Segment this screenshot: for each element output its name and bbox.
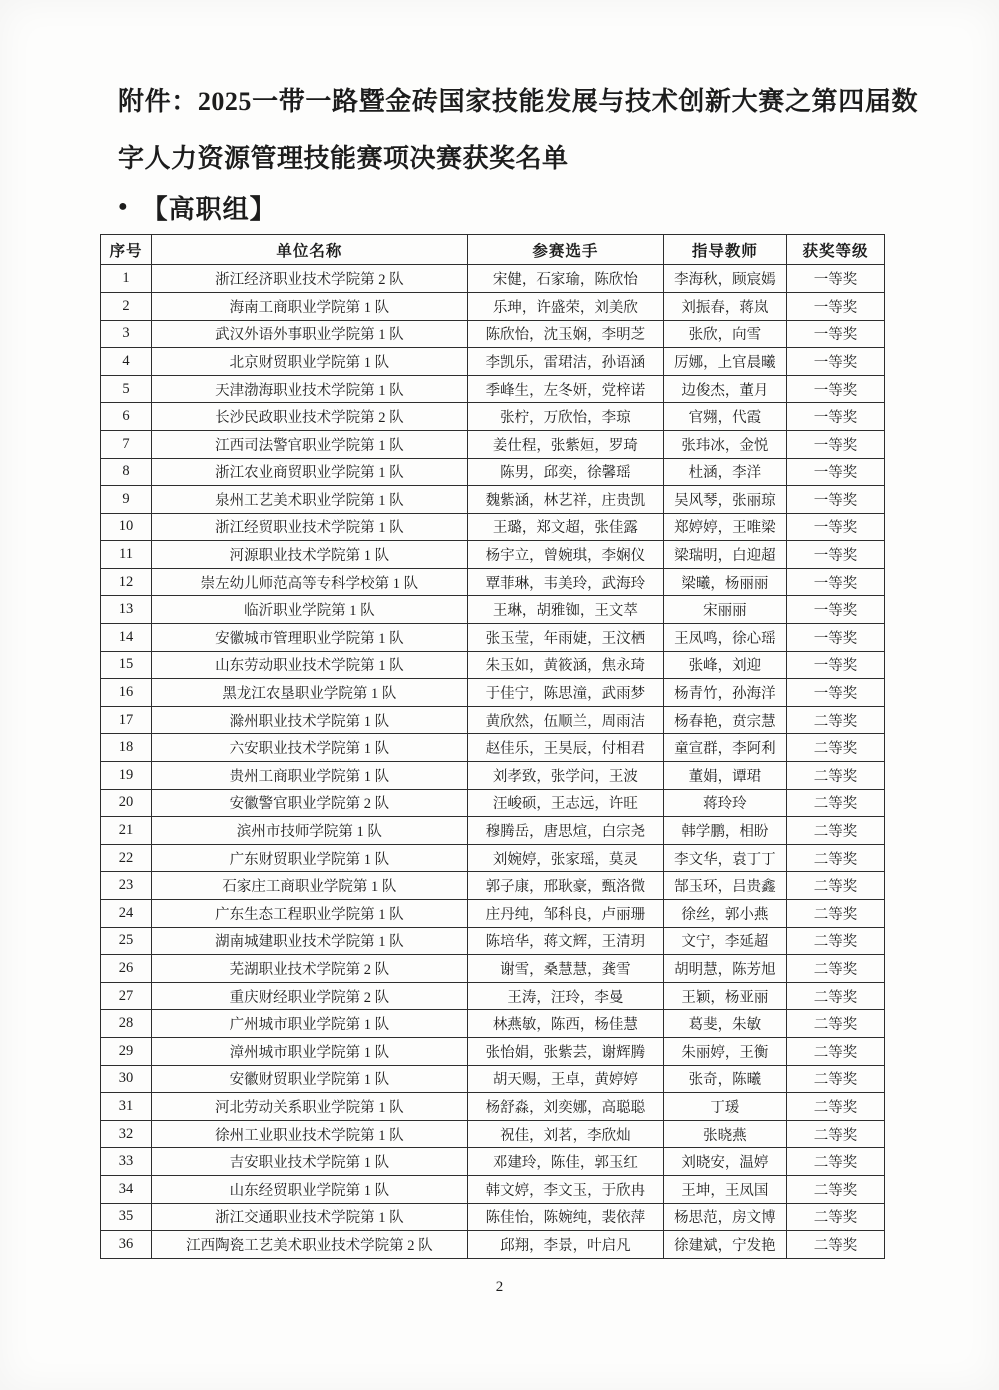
table-row (101, 679, 885, 707)
cell-teachers: 梁曦，杨丽丽 (663, 568, 786, 596)
cell-unit: 滨州市技师学院第 1 队 (151, 817, 467, 845)
cell-no: 5 (101, 375, 152, 403)
cell-teachers: 王坤，王凤国 (663, 1175, 786, 1203)
cell-award: 一等奖 (786, 375, 884, 403)
table-row (101, 1175, 885, 1203)
cell-no: 2 (101, 292, 152, 320)
table-row (101, 900, 885, 928)
cell-no: 28 (101, 1010, 152, 1038)
cell-award: 一等奖 (786, 568, 884, 596)
cell-no: 8 (101, 458, 152, 486)
cell-award: 二等奖 (786, 762, 884, 790)
table-row (101, 872, 885, 900)
cell-players: 郭子康，邢耿豪，甄洛微 (467, 872, 663, 900)
cell-teachers: 张玮冰，金悦 (663, 430, 786, 458)
cell-award: 二等奖 (786, 1120, 884, 1148)
award-table-container (100, 234, 885, 1258)
cell-unit: 浙江经贸职业技术学院第 1 队 (151, 513, 467, 541)
cell-unit: 江西陶瓷工艺美术职业技术学院第 2 队 (151, 1231, 467, 1259)
cell-award: 二等奖 (786, 1231, 884, 1259)
table-row (101, 982, 885, 1010)
cell-no: 30 (101, 1065, 152, 1093)
cell-award: 二等奖 (786, 955, 884, 983)
cell-teachers: 李文华，袁丁丁 (663, 844, 786, 872)
section-label: 【高职组】 (141, 194, 277, 224)
cell-unit: 漳州城市职业学院第 1 队 (151, 1037, 467, 1065)
table-row (101, 1203, 885, 1231)
table-row (101, 1148, 885, 1176)
cell-no: 27 (101, 982, 152, 1010)
cell-unit: 浙江交通职业技术学院第 1 队 (151, 1203, 467, 1231)
cell-no: 29 (101, 1037, 152, 1065)
cell-teachers: 杨青竹，孙海洋 (663, 679, 786, 707)
cell-players: 宋健，石家瑜，陈欣怡 (467, 265, 663, 293)
cell-award: 二等奖 (786, 1065, 884, 1093)
cell-unit: 山东经贸职业学院第 1 队 (151, 1175, 467, 1203)
bullet-icon: ● (118, 198, 128, 216)
cell-unit: 贵州工商职业学院第 1 队 (151, 762, 467, 790)
table-row (101, 955, 885, 983)
cell-unit: 长沙民政职业技术学院第 2 队 (151, 403, 467, 431)
cell-no: 12 (101, 568, 152, 596)
table-row (101, 1120, 885, 1148)
cell-teachers: 蒋玲玲 (663, 789, 786, 817)
table-row (101, 513, 885, 541)
cell-unit: 河源职业技术学院第 1 队 (151, 541, 467, 569)
cell-award: 一等奖 (786, 265, 884, 293)
cell-teachers: 宋丽丽 (663, 596, 786, 624)
cell-players: 李凯乐，雷珺洁，孙语涵 (467, 348, 663, 376)
table-row (101, 486, 885, 514)
cell-unit: 浙江经济职业技术学院第 2 队 (151, 265, 467, 293)
cell-teachers: 丁瑗 (663, 1093, 786, 1121)
cell-unit: 崇左幼儿师范高等专科学校第 1 队 (151, 568, 467, 596)
cell-players: 朱玉如，黄筱涵，焦永琦 (467, 651, 663, 679)
cell-players: 杨舒淼，刘奕娜，高聪聪 (467, 1093, 663, 1121)
cell-players: 覃菲琳，韦美玲，武海玲 (467, 568, 663, 596)
cell-unit: 黑龙江农垦职业学院第 1 队 (151, 679, 467, 707)
cell-teachers: 刘振春，蒋岚 (663, 292, 786, 320)
cell-teachers: 张奇，陈曦 (663, 1065, 786, 1093)
cell-award: 一等奖 (786, 596, 884, 624)
cell-no: 32 (101, 1120, 152, 1148)
cell-unit: 广东财贸职业学院第 1 队 (151, 844, 467, 872)
table-row (101, 1010, 885, 1038)
cell-teachers: 胡明慧，陈芳旭 (663, 955, 786, 983)
cell-award: 二等奖 (786, 706, 884, 734)
cell-award: 一等奖 (786, 458, 884, 486)
cell-unit: 安徽财贸职业学院第 1 队 (151, 1065, 467, 1093)
cell-teachers: 杨春艳，贲宗慧 (663, 706, 786, 734)
section-heading (118, 189, 999, 225)
cell-award: 二等奖 (786, 900, 884, 928)
cell-teachers: 梁瑞明，白迎超 (663, 541, 786, 569)
cell-no: 34 (101, 1175, 152, 1203)
cell-players: 王璐，郑文超，张佳露 (467, 513, 663, 541)
cell-teachers: 葛斐，朱敏 (663, 1010, 786, 1038)
table-row (101, 762, 885, 790)
cell-no: 23 (101, 872, 152, 900)
cell-players: 邱翔，李景，叶启凡 (467, 1231, 663, 1259)
cell-unit: 天津渤海职业技术学院第 1 队 (151, 375, 467, 403)
cell-unit: 江西司法警官职业学院第 1 队 (151, 430, 467, 458)
cell-players: 陈佳怡，陈婉纯，裴依萍 (467, 1203, 663, 1231)
table-header-row (101, 235, 885, 265)
cell-unit: 山东劳动职业技术学院第 1 队 (151, 651, 467, 679)
cell-no: 24 (101, 900, 152, 928)
cell-no: 6 (101, 403, 152, 431)
cell-no: 9 (101, 486, 152, 514)
cell-award: 二等奖 (786, 1037, 884, 1065)
cell-players: 刘孝致，张学问，王波 (467, 762, 663, 790)
cell-unit: 六安职业技术学院第 1 队 (151, 734, 467, 762)
cell-players: 汪峻硕，王志远，许旺 (467, 789, 663, 817)
cell-teachers: 郜玉环，吕贵鑫 (663, 872, 786, 900)
table-row (101, 927, 885, 955)
cell-no: 26 (101, 955, 152, 983)
cell-players: 杨宇立，曾婉琪，李娴仪 (467, 541, 663, 569)
cell-award: 二等奖 (786, 872, 884, 900)
table-row (101, 651, 885, 679)
cell-no: 11 (101, 541, 152, 569)
cell-players: 张怡娟，张紫芸，谢辉腾 (467, 1037, 663, 1065)
cell-no: 18 (101, 734, 152, 762)
cell-teachers: 张晓燕 (663, 1120, 786, 1148)
cell-unit: 安徽城市管理职业学院第 1 队 (151, 624, 467, 652)
table-row (101, 1037, 885, 1065)
cell-players: 庄丹纯，邹科良，卢丽珊 (467, 900, 663, 928)
cell-unit: 泉州工艺美术职业学院第 1 队 (151, 486, 467, 514)
cell-unit: 湖南城建职业技术学院第 1 队 (151, 927, 467, 955)
cell-unit: 滁州职业技术学院第 1 队 (151, 706, 467, 734)
cell-unit: 芜湖职业技术学院第 2 队 (151, 955, 467, 983)
cell-award: 二等奖 (786, 1148, 884, 1176)
cell-players: 韩文婷，李文玉，于欣冉 (467, 1175, 663, 1203)
cell-award: 一等奖 (786, 320, 884, 348)
table-row (101, 817, 885, 845)
cell-teachers: 徐丝，郭小燕 (663, 900, 786, 928)
cell-unit: 广东生态工程职业学院第 1 队 (151, 900, 467, 928)
cell-teachers: 杜涵，李洋 (663, 458, 786, 486)
cell-award: 二等奖 (786, 1203, 884, 1231)
table-row (101, 624, 885, 652)
cell-unit: 安徽警官职业学院第 2 队 (151, 789, 467, 817)
cell-no: 31 (101, 1093, 152, 1121)
cell-no: 35 (101, 1203, 152, 1231)
table-row (101, 1093, 885, 1121)
cell-teachers: 郑婷婷，王唯梁 (663, 513, 786, 541)
table-row (101, 1231, 885, 1259)
cell-no: 25 (101, 927, 152, 955)
table-row (101, 1065, 885, 1093)
cell-award: 二等奖 (786, 1010, 884, 1038)
cell-players: 张柠，万欣怡，李琼 (467, 403, 663, 431)
cell-no: 15 (101, 651, 152, 679)
cell-players: 黄欣然，伍顺兰，周雨洁 (467, 706, 663, 734)
award-table (100, 234, 885, 1258)
cell-unit: 河北劳动关系职业学院第 1 队 (151, 1093, 467, 1121)
table-row (101, 789, 885, 817)
header-cell-teachers: 指导教师 (663, 235, 786, 265)
cell-unit: 广州城市职业学院第 1 队 (151, 1010, 467, 1038)
cell-teachers: 童宣群，李阿利 (663, 734, 786, 762)
cell-teachers: 徐建斌，宁发艳 (663, 1231, 786, 1259)
cell-players: 姜仕程，张紫姮，罗琦 (467, 430, 663, 458)
cell-award: 一等奖 (786, 403, 884, 431)
cell-teachers: 董娟，谭珺 (663, 762, 786, 790)
table-row (101, 265, 885, 293)
cell-players: 陈培华，蒋文辉，王清玥 (467, 927, 663, 955)
cell-teachers: 边俊杰，董月 (663, 375, 786, 403)
cell-no: 19 (101, 762, 152, 790)
table-row (101, 348, 885, 376)
cell-unit: 浙江农业商贸职业学院第 1 队 (151, 458, 467, 486)
cell-teachers: 王凤鸣，徐心瑶 (663, 624, 786, 652)
header-cell-players: 参赛选手 (467, 235, 663, 265)
table-row (101, 458, 885, 486)
table-row (101, 596, 885, 624)
cell-unit: 临沂职业学院第 1 队 (151, 596, 467, 624)
table-header (101, 235, 885, 265)
cell-no: 14 (101, 624, 152, 652)
cell-teachers: 杨思范，房文博 (663, 1203, 786, 1231)
header-cell-no: 序号 (101, 235, 152, 265)
table-row (101, 706, 885, 734)
cell-no: 13 (101, 596, 152, 624)
cell-no: 17 (101, 706, 152, 734)
table-row (101, 734, 885, 762)
cell-award: 二等奖 (786, 844, 884, 872)
cell-players: 祝佳，刘茗，李欣灿 (467, 1120, 663, 1148)
cell-teachers: 文宁，李延超 (663, 927, 786, 955)
cell-award: 一等奖 (786, 541, 884, 569)
cell-teachers: 朱丽婷，王衡 (663, 1037, 786, 1065)
cell-unit: 重庆财经职业学院第 2 队 (151, 982, 467, 1010)
cell-teachers: 张峰，刘迎 (663, 651, 786, 679)
cell-no: 7 (101, 430, 152, 458)
cell-award: 一等奖 (786, 486, 884, 514)
cell-teachers: 韩学鹏，相盼 (663, 817, 786, 845)
cell-unit: 徐州工业职业技术学院第 1 队 (151, 1120, 467, 1148)
cell-award: 一等奖 (786, 292, 884, 320)
cell-no: 1 (101, 265, 152, 293)
cell-players: 乐珅，许盛荣，刘美欣 (467, 292, 663, 320)
cell-players: 王涛，汪玲，李曼 (467, 982, 663, 1010)
cell-unit: 石家庄工商职业学院第 1 队 (151, 872, 467, 900)
header-cell-unit: 单位名称 (151, 235, 467, 265)
document-title: 附件：2025一带一路暨金砖国家技能发展与技术创新大赛之第四届数字人力资源管理技能赛项决赛获奖名单 (118, 87, 918, 173)
cell-award: 二等奖 (786, 817, 884, 845)
cell-players: 刘婉婷，张家瑶，莫灵 (467, 844, 663, 872)
table-row (101, 844, 885, 872)
cell-players: 胡天赐，王卓，黄婷婷 (467, 1065, 663, 1093)
cell-no: 21 (101, 817, 152, 845)
cell-players: 林燕敏，陈西，杨佳慧 (467, 1010, 663, 1038)
table-row (101, 403, 885, 431)
cell-players: 季峰生，左冬妍，党梓诺 (467, 375, 663, 403)
cell-award: 二等奖 (786, 734, 884, 762)
cell-unit: 吉安职业技术学院第 1 队 (151, 1148, 467, 1176)
cell-players: 陈欣怡，沈玉娴，李明芝 (467, 320, 663, 348)
cell-award: 一等奖 (786, 679, 884, 707)
cell-teachers: 张欣，向雪 (663, 320, 786, 348)
cell-teachers: 厉娜，上官晨曦 (663, 348, 786, 376)
cell-award: 一等奖 (786, 430, 884, 458)
cell-award: 二等奖 (786, 1093, 884, 1121)
cell-no: 4 (101, 348, 152, 376)
cell-teachers: 李海秋，顾宸嫣 (663, 265, 786, 293)
cell-players: 赵佳乐，王昊辰，付相君 (467, 734, 663, 762)
cell-award: 一等奖 (786, 651, 884, 679)
cell-no: 20 (101, 789, 152, 817)
cell-award: 二等奖 (786, 982, 884, 1010)
table-row (101, 430, 885, 458)
cell-award: 一等奖 (786, 513, 884, 541)
cell-players: 张玉莹，年雨婕，王汶栖 (467, 624, 663, 652)
cell-no: 22 (101, 844, 152, 872)
cell-teachers: 吴风琴，张丽琼 (663, 486, 786, 514)
table-row (101, 292, 885, 320)
cell-award: 二等奖 (786, 1175, 884, 1203)
cell-teachers: 官翙，代霞 (663, 403, 786, 431)
cell-players: 王琳，胡雅铷，王文萃 (467, 596, 663, 624)
cell-unit: 海南工商职业学院第 1 队 (151, 292, 467, 320)
cell-award: 一等奖 (786, 624, 884, 652)
table-body (101, 265, 885, 1258)
cell-players: 于佳宁，陈思潼，武雨梦 (467, 679, 663, 707)
cell-no: 16 (101, 679, 152, 707)
cell-no: 36 (101, 1231, 152, 1259)
table-row (101, 375, 885, 403)
cell-teachers: 刘晓安，温婷 (663, 1148, 786, 1176)
cell-no: 33 (101, 1148, 152, 1176)
cell-players: 谢雪，桑慧慧，龚雪 (467, 955, 663, 983)
page-number: 2 (495, 1278, 504, 1295)
cell-players: 陈男，邱奕，徐馨瑶 (467, 458, 663, 486)
cell-players: 邓建玲，陈佳，郭玉红 (467, 1148, 663, 1176)
cell-award: 二等奖 (786, 927, 884, 955)
table-row (101, 320, 885, 348)
cell-no: 3 (101, 320, 152, 348)
cell-players: 魏紫涵，林艺祥，庄贵凯 (467, 486, 663, 514)
table-row (101, 541, 885, 569)
cell-award: 一等奖 (786, 348, 884, 376)
cell-unit: 武汉外语外事职业学院第 1 队 (151, 320, 467, 348)
header-cell-award: 获奖等级 (786, 235, 884, 265)
cell-teachers: 王颖，杨亚丽 (663, 982, 786, 1010)
cell-award: 二等奖 (786, 789, 884, 817)
table-row (101, 568, 885, 596)
cell-no: 10 (101, 513, 152, 541)
cell-unit: 北京财贸职业学院第 1 队 (151, 348, 467, 376)
cell-players: 穆腾岳，唐思煊，白宗尧 (467, 817, 663, 845)
